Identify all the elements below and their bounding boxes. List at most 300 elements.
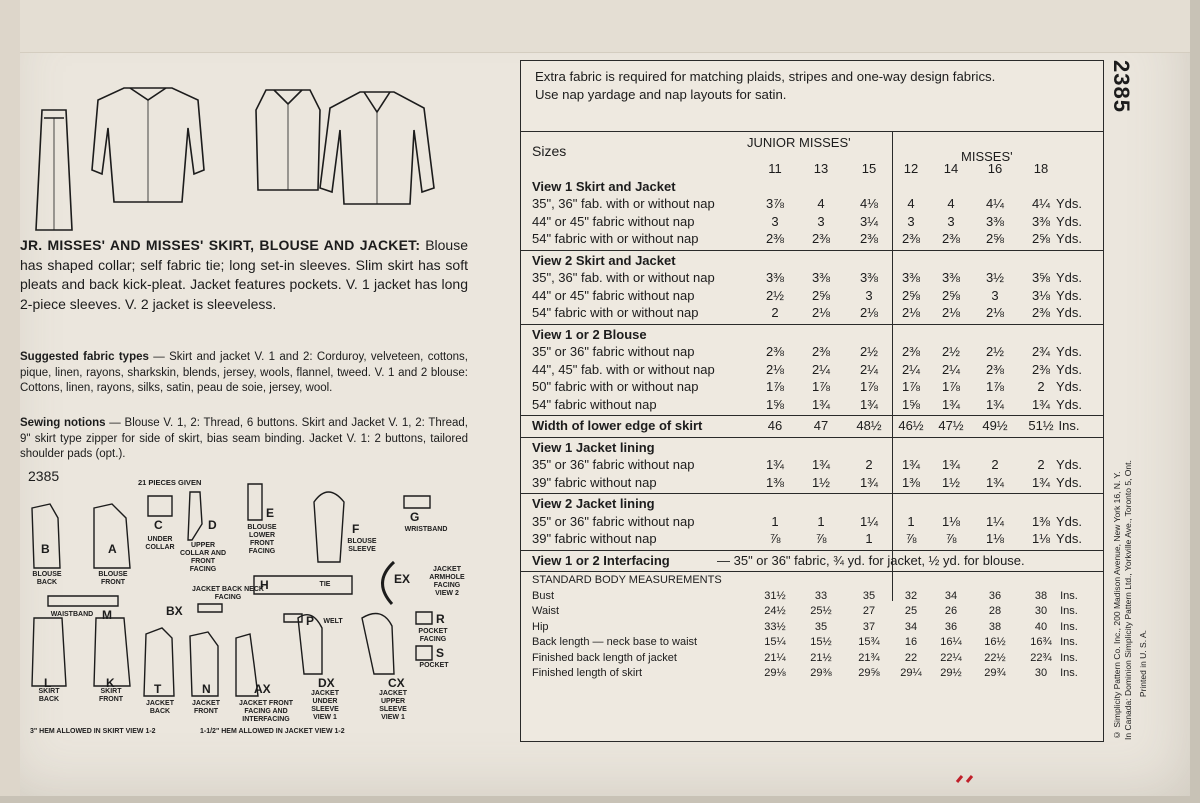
piece-label: SKIRT BACK bbox=[38, 688, 60, 703]
row-value: 3½ bbox=[985, 270, 1005, 285]
row-value: 32 bbox=[904, 589, 918, 602]
chart-row bbox=[521, 253, 1103, 270]
row-value: 1¼ bbox=[985, 513, 1005, 529]
row-value: 1⅞ bbox=[811, 379, 831, 394]
row-value: 2⅜ bbox=[811, 344, 831, 359]
row-value: 29¼ bbox=[900, 667, 922, 679]
row-value: 18 bbox=[1033, 161, 1049, 176]
row-value: 47½ bbox=[938, 418, 964, 433]
row-value: 2 bbox=[991, 457, 999, 472]
row-value: 1¾ bbox=[941, 457, 961, 472]
piece-letter: S bbox=[436, 646, 445, 660]
row-value: 1 bbox=[771, 513, 779, 529]
row-value: 1⅜ bbox=[901, 474, 921, 490]
row-value: 2⅛ bbox=[941, 305, 961, 320]
row-value: 3⅝ bbox=[1031, 270, 1051, 285]
piece-label: UNDER COLLAR bbox=[145, 536, 175, 551]
row-value: 1¾ bbox=[985, 396, 1005, 412]
row-value: 1¼ bbox=[859, 513, 879, 529]
chart-row bbox=[521, 196, 1103, 213]
piece-letter: P bbox=[306, 614, 315, 628]
row-value: 1¾ bbox=[811, 396, 831, 412]
row-unit: Yds. bbox=[1055, 231, 1082, 246]
canada-line: In Canada: Dominion Simplicity Pattern Ltd., Yorkville Ave., Toronto 5, Ont. bbox=[1123, 460, 1133, 740]
chart-intro bbox=[535, 68, 1095, 104]
row-value: 2⅝ bbox=[811, 287, 831, 303]
piece-letter: D bbox=[208, 518, 217, 532]
row-value: 15¾ bbox=[858, 636, 880, 648]
piece-label: JACKET FRONT FACING AND INTERFACING bbox=[238, 700, 294, 723]
chart-row bbox=[521, 590, 1103, 605]
piece-label: BLOUSE FRONT bbox=[98, 571, 128, 586]
piece-label: POCKET FACING bbox=[418, 628, 448, 643]
interfacing-title: View 1 or 2 Interfacing bbox=[532, 552, 670, 568]
row-value: ⅞ bbox=[769, 531, 781, 546]
rule bbox=[521, 550, 1103, 551]
sewing-notions-label: Sewing notions bbox=[20, 417, 106, 429]
piece-label: WELT bbox=[323, 618, 343, 625]
row-label: Back length — neck base to waist bbox=[532, 636, 698, 648]
rule bbox=[521, 493, 1103, 494]
row-value: 3 bbox=[991, 287, 999, 303]
row-value: 29½ bbox=[940, 667, 962, 679]
row-unit: Yds. bbox=[1055, 287, 1082, 303]
rule bbox=[521, 571, 1103, 572]
row-value: 13 bbox=[813, 161, 829, 176]
copyright-line: © Simplicity Pattern Co. Inc., 200 Madison Avenue, New York 16, N. Y. bbox=[1112, 471, 1122, 740]
row-value: 11 bbox=[768, 161, 782, 176]
row-value: 3⅜ bbox=[941, 270, 961, 285]
row-unit: Yds. bbox=[1055, 361, 1082, 377]
piece-letter: BX bbox=[166, 604, 183, 618]
yardage-chart bbox=[520, 60, 1104, 742]
row-label: View 1 or 2 Blouse bbox=[532, 326, 647, 342]
row-value: 25 bbox=[904, 605, 918, 617]
piece-label: WRISTBAND bbox=[404, 526, 448, 533]
row-value: 40 bbox=[1034, 620, 1048, 633]
row-label: 39" fabric without nap bbox=[532, 474, 657, 490]
row-value: 33½ bbox=[764, 620, 786, 633]
row-value: 36 bbox=[988, 589, 1002, 602]
row-value: 2 bbox=[865, 457, 873, 472]
row-label: 50" fabric with or without nap bbox=[532, 379, 699, 394]
row-value: 4¼ bbox=[1031, 196, 1051, 211]
row-value: ⅞ bbox=[945, 531, 957, 546]
row-value: 22 bbox=[904, 651, 918, 664]
row-value: 3 bbox=[817, 213, 825, 229]
row-value: 1¾ bbox=[985, 474, 1005, 490]
row-value: 14 bbox=[943, 161, 959, 176]
row-value: 2¼ bbox=[901, 361, 921, 377]
row-label: 44" or 45" fabric without nap bbox=[532, 287, 695, 303]
row-unit: Ins. bbox=[1060, 589, 1078, 602]
piece-letter: C bbox=[154, 518, 163, 532]
row-value: 15¼ bbox=[764, 636, 786, 648]
row-value: 4 bbox=[817, 196, 825, 211]
chart-row bbox=[521, 475, 1103, 492]
piece-letter: G bbox=[410, 510, 420, 524]
row-value: 30 bbox=[1034, 667, 1048, 679]
piece-label: JACKET FRONT bbox=[191, 700, 220, 715]
piece-letter: F bbox=[352, 522, 360, 536]
envelope-flap-fold bbox=[0, 0, 1190, 53]
chart-row bbox=[521, 231, 1103, 248]
row-value: 3⅜ bbox=[859, 270, 879, 285]
misses-label: MISSES' bbox=[961, 149, 1013, 164]
row-unit: Ins. bbox=[1060, 620, 1078, 633]
row-value: 51½ bbox=[1028, 418, 1054, 433]
row-value: 21¼ bbox=[764, 651, 786, 664]
piece-letter: A bbox=[108, 542, 117, 556]
row-value: 2⅜ bbox=[811, 231, 831, 246]
row-value: 1⅛ bbox=[985, 531, 1005, 546]
row-value: 29⅝ bbox=[858, 667, 880, 679]
row-value: 35 bbox=[814, 620, 828, 633]
row-value: 2⅜ bbox=[1031, 361, 1051, 377]
row-value: 16 bbox=[904, 636, 918, 648]
piece-letter: E bbox=[266, 506, 275, 520]
piece-letter: AX bbox=[254, 682, 271, 696]
chart-row bbox=[521, 179, 1103, 196]
sewing-notions-text: — Blouse V. 1, 2: Thread, 6 buttons. Skirt and Jacket V. 1, 2: Thread, 9" skirt type zipper for side of skirt, bias seam binding. Jacket V. 1: 2 buttons, tailored shoulder pads (opt.). bbox=[20, 417, 468, 460]
row-label: View 1 Jacket lining bbox=[532, 439, 655, 455]
junior-misses-label: JUNIOR MISSES' bbox=[747, 135, 851, 150]
row-unit: Yds. bbox=[1055, 344, 1082, 359]
row-value: 2⅜ bbox=[1031, 305, 1051, 320]
row-value: 48½ bbox=[856, 418, 882, 433]
rule bbox=[521, 131, 1103, 132]
row-value: 2 bbox=[1037, 379, 1045, 394]
row-value: 1¾ bbox=[1031, 396, 1051, 412]
row-unit: Yds. bbox=[1055, 396, 1082, 412]
sizes-label: Sizes bbox=[532, 143, 567, 159]
row-value: 25½ bbox=[810, 605, 832, 617]
row-value: 12 bbox=[903, 161, 919, 176]
row-label: 35" or 36" fabric without nap bbox=[532, 513, 695, 529]
row-value: 49½ bbox=[982, 418, 1008, 433]
row-value: 21¾ bbox=[858, 651, 880, 664]
piece-letter: B bbox=[41, 542, 50, 556]
row-value: 38 bbox=[988, 620, 1002, 633]
piece-label: BLOUSE BACK bbox=[32, 571, 62, 586]
row-label: 35", 36" fab. with or without nap bbox=[532, 270, 715, 285]
row-value: 2⅝ bbox=[1031, 231, 1051, 246]
row-value: ⅞ bbox=[815, 531, 827, 546]
row-value: 1¾ bbox=[941, 396, 961, 412]
row-value: 1¾ bbox=[765, 457, 785, 472]
sewing-notions bbox=[20, 416, 468, 463]
piece-label: JACKET UNDER SLEEVE VIEW 1 bbox=[310, 690, 339, 721]
rule bbox=[521, 324, 1103, 325]
pieces-given-count: 21 PIECES GIVEN bbox=[138, 478, 202, 487]
description-heading: JR. MISSES' AND MISSES' SKIRT, BLOUSE AND JACKET: bbox=[20, 237, 421, 253]
row-value: 2¼ bbox=[811, 361, 831, 377]
row-value: 2¼ bbox=[941, 361, 961, 377]
row-value: 46 bbox=[767, 418, 783, 433]
row-label: STANDARD BODY MEASUREMENTS bbox=[532, 574, 722, 586]
row-value: 2⅝ bbox=[985, 231, 1005, 246]
rule bbox=[521, 250, 1103, 251]
chart-row bbox=[521, 605, 1103, 620]
intro-line: Extra fabric is required for matching plaids, stripes and one-way design fabrics. bbox=[535, 69, 996, 84]
row-unit: Yds. bbox=[1055, 379, 1082, 394]
row-value: 35 bbox=[862, 589, 876, 602]
row-value: 34 bbox=[904, 620, 918, 633]
chart-row bbox=[521, 327, 1103, 344]
piece-letter: DX bbox=[318, 676, 335, 690]
suggested-fabric-types bbox=[20, 350, 468, 397]
row-value: 21½ bbox=[810, 651, 832, 664]
row-value: 3¼ bbox=[859, 213, 879, 229]
row-value: 24½ bbox=[764, 605, 786, 617]
row-value: 29⅛ bbox=[764, 667, 786, 679]
row-value: 2⅛ bbox=[859, 305, 879, 320]
piece-label: JACKET ARMHOLE FACING VIEW 2 bbox=[429, 566, 465, 597]
row-value: 1⅞ bbox=[765, 379, 785, 394]
intro-line: Use nap yardage and nap layouts for satin. bbox=[535, 87, 787, 102]
row-value: 1⅜ bbox=[765, 474, 785, 490]
chart-row bbox=[521, 514, 1103, 531]
chart-row bbox=[521, 531, 1103, 548]
rule bbox=[521, 437, 1103, 438]
piece-label: POCKET bbox=[419, 662, 449, 669]
row-value: 3⅞ bbox=[765, 196, 785, 211]
row-unit: Ins. bbox=[1058, 418, 1080, 433]
row-value: 1⅞ bbox=[901, 379, 921, 394]
row-value: 1⅛ bbox=[941, 513, 961, 529]
row-label: 54" fabric without nap bbox=[532, 396, 657, 412]
row-value: 2 bbox=[771, 305, 779, 320]
row-label: Finished length of skirt bbox=[532, 667, 643, 679]
row-value: 2⅜ bbox=[859, 231, 879, 246]
row-value: 2⅝ bbox=[941, 287, 961, 303]
row-value: 1¾ bbox=[811, 457, 831, 472]
chart-row bbox=[521, 636, 1103, 651]
row-value: 2⅝ bbox=[901, 287, 921, 303]
row-value: 1¾ bbox=[859, 396, 879, 412]
piece-label: BLOUSE LOWER FRONT FACING bbox=[247, 524, 277, 555]
rule bbox=[521, 415, 1103, 416]
row-value: 3⅜ bbox=[901, 270, 921, 285]
fabric-types-text: — Skirt and jacket V. 1 and 2: Corduroy, velveteen, cottons, pique, linen, rayons, sharkskin, blends, jersey, wools, flannel, tweed. V. 1 and 2 blouse: Cottons, linen, rayons, silks, satin, peau de soie, jersey, wool. bbox=[20, 351, 468, 394]
piece-letter: M bbox=[102, 608, 112, 622]
row-label: Width of lower edge of skirt bbox=[532, 418, 703, 433]
row-value: 4¼ bbox=[985, 196, 1005, 211]
row-value: 3 bbox=[771, 213, 779, 229]
piece-letter: T bbox=[154, 682, 162, 696]
row-unit: Yds. bbox=[1055, 531, 1082, 546]
row-value: 31½ bbox=[764, 589, 786, 602]
row-value: 2¼ bbox=[859, 361, 879, 377]
row-value: ⅞ bbox=[905, 531, 917, 546]
row-value: 1⅝ bbox=[765, 396, 785, 412]
piece-label: BLOUSE SLEEVE bbox=[347, 538, 377, 553]
row-label: View 2 Jacket lining bbox=[532, 496, 655, 511]
row-unit: Ins. bbox=[1060, 636, 1078, 648]
piece-letter: R bbox=[436, 612, 445, 626]
row-value: 2 bbox=[1037, 457, 1045, 472]
chart-row bbox=[521, 214, 1103, 231]
row-label: 54" fabric with or without nap bbox=[532, 231, 699, 246]
row-value: 16½ bbox=[984, 636, 1006, 648]
piece-label: JACKET UPPER SLEEVE VIEW 1 bbox=[378, 690, 407, 721]
row-value: 16¾ bbox=[1030, 636, 1052, 648]
row-value: 2½ bbox=[941, 344, 961, 359]
row-value: 1½ bbox=[941, 474, 961, 490]
row-value: 30 bbox=[1034, 605, 1048, 617]
row-label: View 1 Skirt and Jacket bbox=[532, 178, 676, 194]
piece-letter: EX bbox=[394, 572, 411, 586]
row-label: 54" fabric with or without nap bbox=[532, 305, 699, 320]
row-label: Bust bbox=[532, 589, 555, 602]
row-unit: Yds. bbox=[1055, 305, 1082, 320]
row-value: 15½ bbox=[810, 636, 832, 648]
row-value: 22½ bbox=[984, 651, 1006, 664]
row-value: 46½ bbox=[898, 418, 924, 433]
row-value: 4 bbox=[907, 196, 915, 211]
row-value: 15 bbox=[861, 161, 877, 176]
pattern-description bbox=[20, 236, 468, 314]
row-value: 1⅛ bbox=[1031, 531, 1051, 546]
row-label: Finished back length of jacket bbox=[532, 651, 677, 664]
row-value: 1⅜ bbox=[1031, 513, 1051, 529]
piece-label: TIE bbox=[319, 581, 331, 588]
row-value: 2⅜ bbox=[765, 231, 785, 246]
row-value: 2⅜ bbox=[941, 231, 961, 246]
row-value: 3⅜ bbox=[811, 270, 831, 285]
row-value: 2½ bbox=[859, 344, 879, 359]
row-value: 16 bbox=[987, 161, 1003, 176]
row-value: 1½ bbox=[811, 474, 831, 490]
envelope-side-fold bbox=[0, 0, 20, 796]
piece-letter: L bbox=[44, 676, 52, 690]
row-unit: Ins. bbox=[1060, 651, 1078, 664]
fabric-types-label: Suggested fabric types bbox=[20, 351, 149, 363]
pattern-number: 2385 bbox=[28, 468, 60, 484]
row-value: 3 bbox=[907, 213, 915, 229]
row-label: 44", 45" fab. with or without nap bbox=[532, 361, 715, 377]
chart-row bbox=[521, 161, 1103, 178]
piece-label: SKIRT FRONT bbox=[98, 688, 124, 703]
piece-label: JACKET BACK NECK FACING bbox=[192, 586, 264, 601]
row-value: 2⅜ bbox=[901, 344, 921, 359]
piece-letter: H bbox=[260, 578, 269, 592]
row-value: 2⅜ bbox=[985, 361, 1005, 377]
row-unit: Yds. bbox=[1055, 270, 1082, 285]
row-value: 3⅜ bbox=[765, 270, 785, 285]
row-value: 29⅜ bbox=[810, 667, 832, 679]
row-value: 1¾ bbox=[859, 474, 879, 490]
row-label: Hip bbox=[532, 620, 549, 633]
row-unit: Yds. bbox=[1055, 196, 1082, 211]
row-label: View 2 Skirt and Jacket bbox=[532, 252, 676, 268]
pattern-pieces-diagram bbox=[22, 478, 492, 748]
row-value: 27 bbox=[862, 605, 876, 617]
chart-row bbox=[521, 457, 1103, 474]
row-value: 4⅛ bbox=[859, 196, 879, 211]
piece-letter: CX bbox=[388, 676, 405, 690]
chart-row bbox=[521, 418, 1103, 435]
side-pattern-number: 2385 bbox=[1109, 60, 1134, 113]
row-value: 1⅞ bbox=[985, 379, 1005, 394]
jacket-hem-note: 1-1/2" HEM ALLOWED IN JACKET VIEW 1-2 bbox=[200, 728, 345, 735]
row-value: 1 bbox=[817, 513, 825, 529]
chart-row bbox=[521, 496, 1103, 513]
chart-row bbox=[521, 397, 1103, 414]
chart-row bbox=[521, 362, 1103, 379]
row-value: 2⅜ bbox=[901, 231, 921, 246]
row-value: 2⅛ bbox=[901, 305, 921, 320]
row-value: 36 bbox=[944, 620, 958, 633]
interfacing-text: — 35" or 36" fabric, ¾ yd. for jacket, ½ yd. for blouse. bbox=[717, 552, 1025, 568]
row-label: 35" or 36" fabric without nap bbox=[532, 457, 695, 472]
row-unit: Ins. bbox=[1060, 605, 1078, 617]
row-value: 2⅛ bbox=[811, 305, 831, 320]
chart-row bbox=[521, 305, 1103, 322]
row-value: 3 bbox=[947, 213, 955, 229]
row-value: 4 bbox=[947, 196, 955, 211]
row-unit: Ins. bbox=[1060, 667, 1078, 679]
row-value: 47 bbox=[813, 418, 829, 433]
red-ink-mark bbox=[955, 775, 977, 783]
row-value: 1¾ bbox=[1031, 474, 1051, 490]
row-value: 2⅛ bbox=[765, 361, 785, 377]
chart-row bbox=[521, 270, 1103, 287]
row-value: 1⅞ bbox=[941, 379, 961, 394]
row-label: 35", 36" fab. with or without nap bbox=[532, 196, 715, 211]
chart-row bbox=[521, 652, 1103, 667]
piece-label: UPPER COLLAR AND FRONT FACING bbox=[180, 542, 227, 573]
chart-row bbox=[521, 344, 1103, 361]
piece-label: WAISTBAND bbox=[50, 611, 94, 618]
piece-label: JACKET BACK bbox=[145, 700, 174, 715]
row-value: 38 bbox=[1034, 589, 1048, 602]
row-value: 37 bbox=[862, 620, 876, 633]
row-label: 39" fabric without nap bbox=[532, 531, 657, 546]
row-value: 2¾ bbox=[1031, 344, 1051, 359]
row-unit: Yds. bbox=[1055, 213, 1082, 229]
chart-row bbox=[521, 667, 1103, 682]
interfacing-row bbox=[521, 553, 1103, 570]
row-label: 44" or 45" fabric without nap bbox=[532, 213, 695, 229]
row-unit: Yds. bbox=[1055, 474, 1082, 490]
row-value: 2⅜ bbox=[765, 344, 785, 359]
row-unit: Yds. bbox=[1055, 457, 1082, 472]
row-value: 28 bbox=[988, 605, 1002, 617]
piece-letter: K bbox=[106, 676, 115, 690]
row-value: 2½ bbox=[765, 287, 785, 303]
row-value: 1 bbox=[907, 513, 915, 529]
row-value: 33 bbox=[814, 589, 828, 602]
row-value: 3 bbox=[865, 287, 873, 303]
row-value: 22¼ bbox=[940, 651, 962, 664]
printed-in: Printed in U. S. A. bbox=[1138, 630, 1148, 698]
row-value: 22¾ bbox=[1030, 651, 1052, 664]
row-label: 35" or 36" fabric without nap bbox=[532, 344, 695, 359]
row-value: 1¾ bbox=[901, 457, 921, 472]
chart-row bbox=[521, 288, 1103, 305]
garment-illustrations bbox=[22, 70, 492, 235]
row-unit: Yds. bbox=[1055, 513, 1082, 529]
row-value: 1 bbox=[865, 531, 873, 546]
row-label: Waist bbox=[532, 605, 560, 617]
row-value: 26 bbox=[944, 605, 958, 617]
row-value: 3⅜ bbox=[985, 213, 1005, 229]
row-value: 34 bbox=[944, 589, 958, 602]
row-value: 3⅜ bbox=[1031, 213, 1051, 229]
chart-row bbox=[521, 440, 1103, 457]
skirt-hem-note: 3" HEM ALLOWED IN SKIRT VIEW 1-2 bbox=[30, 728, 156, 735]
